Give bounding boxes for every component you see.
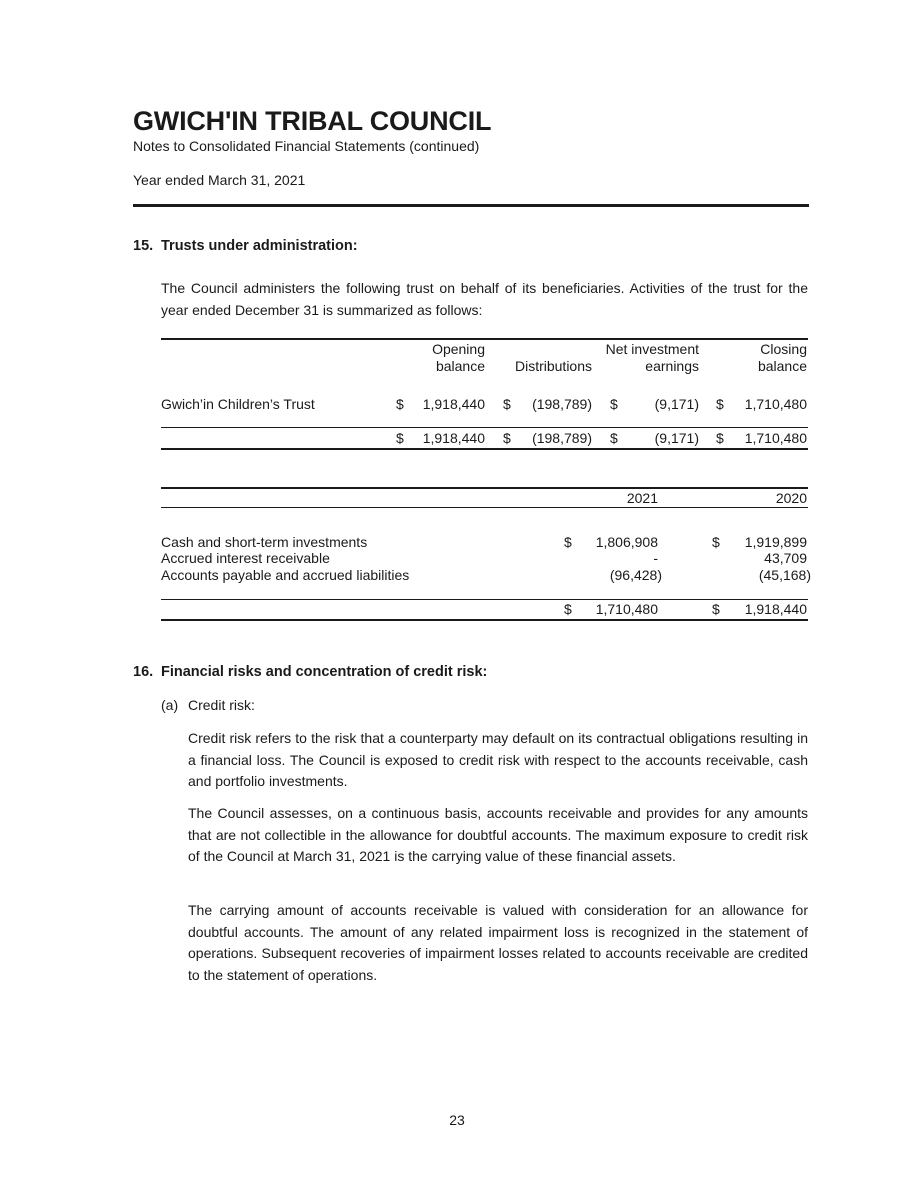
currency-symbol: $ <box>396 396 404 412</box>
currency-symbol: $ <box>396 430 404 446</box>
value-2021: - <box>653 550 658 566</box>
period-line: Year ended March 31, 2021 <box>133 172 306 188</box>
value-2020: (45,168) <box>758 567 811 583</box>
row-label: Cash and short-term investments <box>161 534 368 550</box>
currency-symbol: $ <box>712 534 720 550</box>
net-earnings-value: (9,171) <box>654 396 699 412</box>
credit-risk-paragraph-3: The carrying amount of accounts receivable is valued with consideration for an allowance for doubtful accounts. The amount of any related impairment loss is recognized in the statement of operations. Subsequent recoveries of impairment losses related to accounts receivable are credited to the statement of operations. <box>188 902 808 983</box>
total-closing: 1,710,480 <box>744 430 807 446</box>
section-16-title: Financial risks and concentration of credit risk: <box>161 664 488 680</box>
distributions-value: (198,789) <box>532 396 592 412</box>
header-opening-line2: balance <box>435 358 485 374</box>
total-opening: 1,918,440 <box>422 430 485 446</box>
organization-title: GWICH'IN TRIBAL COUNCIL <box>133 106 492 136</box>
row-label: Accrued interest receivable <box>161 550 330 566</box>
header-year-2021: 2021 <box>626 490 658 506</box>
subsection-a-title: Credit risk: <box>188 697 255 713</box>
header-closing-line2: balance <box>757 358 807 374</box>
row-label: Gwich’in Children’s Trust <box>161 396 315 412</box>
currency-symbol: $ <box>503 396 511 412</box>
table-top-rule <box>161 338 808 340</box>
trust-activity-table <box>161 338 808 458</box>
total-2020: 1,918,440 <box>744 601 807 617</box>
currency-symbol: $ <box>503 430 511 446</box>
opening-value: 1,918,440 <box>422 396 485 412</box>
page-number: 23 <box>449 1112 465 1128</box>
total-bottom-rule <box>161 448 808 450</box>
section-15-number: 15. <box>133 238 154 254</box>
header-distributions: Distributions <box>514 358 592 374</box>
header-closing-line1: Closing <box>760 341 807 357</box>
currency-symbol: $ <box>564 534 572 550</box>
header-year-2020: 2020 <box>775 490 807 506</box>
total-net-earnings: (9,171) <box>654 430 699 446</box>
section-15-title: Trusts under administration: <box>161 238 358 254</box>
section-16-heading <box>133 664 487 680</box>
total-distributions: (198,789) <box>532 430 592 446</box>
section-15-intro: The Council administers the following trust on behalf of its beneficiaries. Activities of the trust for the year ended December 31 is summarized as follows: <box>161 280 808 318</box>
currency-symbol: $ <box>564 601 572 617</box>
trust-balance-table <box>161 487 811 623</box>
header-divider <box>133 204 809 207</box>
section-16-number: 16. <box>133 664 154 680</box>
credit-risk-paragraph-2: The Council assesses, on a continuous basis, accounts receivable and provides for any amounts that are not collectible in the allowance for doubtful accounts. The maximum exposure to credit risk of the Council at March 31, 2021 is the carrying value of these financial assets. <box>188 805 808 864</box>
total-bottom-rule <box>161 619 808 621</box>
header-underline <box>161 507 808 508</box>
value-2020: 43,709 <box>764 550 807 566</box>
total-top-rule <box>161 427 808 428</box>
value-2021: (96,428) <box>609 567 662 583</box>
credit-risk-paragraph-1: Credit risk refers to the risk that a counterparty may default on its contractual obligations resulting in a financial loss. The Council is exposed to credit risk with respect to the accounts receivable, cash and portfolio investments. <box>188 730 808 789</box>
header-opening-line1: Opening <box>432 341 485 357</box>
currency-symbol: $ <box>610 430 618 446</box>
currency-symbol: $ <box>716 430 724 446</box>
total-2021: 1,710,480 <box>595 601 658 617</box>
header-net-line1: Net investment <box>605 341 699 357</box>
currency-symbol: $ <box>716 396 724 412</box>
currency-symbol: $ <box>712 601 720 617</box>
currency-symbol: $ <box>610 396 618 412</box>
closing-value: 1,710,480 <box>744 396 807 412</box>
section-15-heading <box>133 238 358 254</box>
value-2021: 1,806,908 <box>595 534 658 550</box>
row-label: Accounts payable and accrued liabilities <box>161 567 410 583</box>
subsection-a-heading <box>161 697 255 713</box>
value-2020: 1,919,899 <box>744 534 807 550</box>
document-subtitle: Notes to Consolidated Financial Statements (continued) <box>133 138 480 154</box>
header-net-line2: earnings <box>645 358 699 374</box>
table-top-rule <box>161 487 808 489</box>
subsection-a-label: (a) <box>161 697 179 713</box>
total-top-rule <box>161 599 808 600</box>
